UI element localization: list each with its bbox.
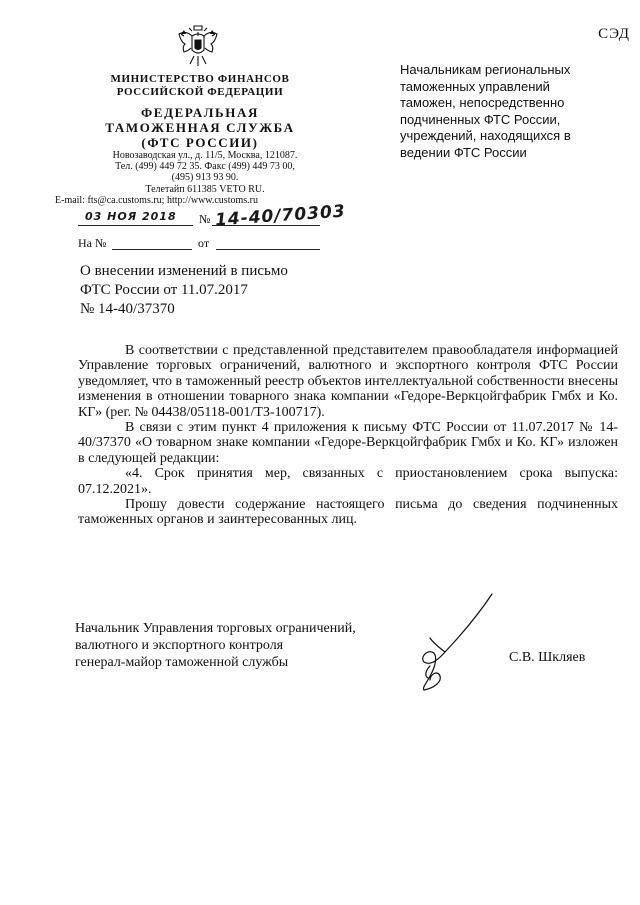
- address: Новозаводская ул., д. 11/5, Москва, 121087.: [112, 150, 298, 161]
- body-paragraph: В связи с этим пункт 4 приложения к письму ФТС России от 11.07.2017 № 14-40/37370 «О товарном знаке компании «Гедоре-Веркцойгфабрик Гмбх и Ко. КГ» изложен в следующей редакции:: [78, 420, 618, 466]
- signatory-name: С.В. Шкляев: [509, 650, 586, 665]
- signatory-title: Начальник Управления торговых ограничений, валютного и экспортного контроля генерал-майор таможенной службы: [75, 621, 356, 670]
- body-paragraph: Прошу довести содержание настоящего письма до сведения подчиненных таможенных органов и заинтересованных лиц.: [78, 497, 618, 528]
- number-underline: [212, 225, 320, 226]
- reply-number-line: [112, 249, 192, 250]
- date-stamp: 03 НОЯ 2018: [85, 210, 177, 223]
- reply-date-label: от: [198, 236, 210, 250]
- service-name: ФЕДЕРАЛЬНАЯ ТАМОЖЕННАЯ СЛУЖБА (ФТС РОССИИ): [105, 105, 295, 150]
- phone-fax: Тел. (499) 449 72 35. Факс (499) 449 73 00,: [115, 161, 295, 173]
- body-paragraph: В соответствии с представленной представителем правообладателя информацией Управление торговых ограничений, валютного и экспортного контроля ФТС России уведомляет, что в таможенный реестр объектов интеллектуальной собственности внесены изменения в отношении товарного знака компании «Гедоре-Веркцойгфабрик Гмбх и Ко. КГ» (рег. № 04438/05118-001/ТЗ-100717).: [78, 343, 618, 420]
- handwritten-signature-icon: [400, 590, 510, 700]
- teletype: Телетайп 611385 VETO RU.: [145, 183, 265, 195]
- number-label: №: [199, 212, 211, 226]
- email-website: E-mail: fts@ca.customs.ru; http://www.customs.ru: [55, 194, 258, 206]
- addressee: Начальникам региональных таможенных управлений таможен, непосредственно подчиненных ФТС России, учреждений, находящихся в ведении ФТС России: [400, 62, 571, 160]
- letter-body: [78, 343, 618, 528]
- reply-date-line: [216, 249, 320, 250]
- outgoing-number: 14-40/70303: [214, 201, 347, 231]
- russian-coat-of-arms-icon: [176, 22, 220, 70]
- ministry-name: МИНИСТЕРСТВО ФИНАНСОВ РОССИЙСКОЙ ФЕДЕРАЦИИ: [110, 73, 290, 98]
- document-mark: СЭД: [598, 26, 630, 42]
- date-underline: [78, 225, 193, 226]
- contact-info: [55, 150, 325, 206]
- body-paragraph: «4. Срок принятия мер, связанных с приостановлением срока выпуска: 07.12.2021».: [78, 466, 618, 497]
- reply-to-number-label: На №: [78, 236, 107, 250]
- subject: О внесении изменений в письмо ФТС России от 11.07.2017 № 14-40/37370: [80, 263, 288, 317]
- fax-secondary: (495) 913 93 90.: [171, 172, 239, 184]
